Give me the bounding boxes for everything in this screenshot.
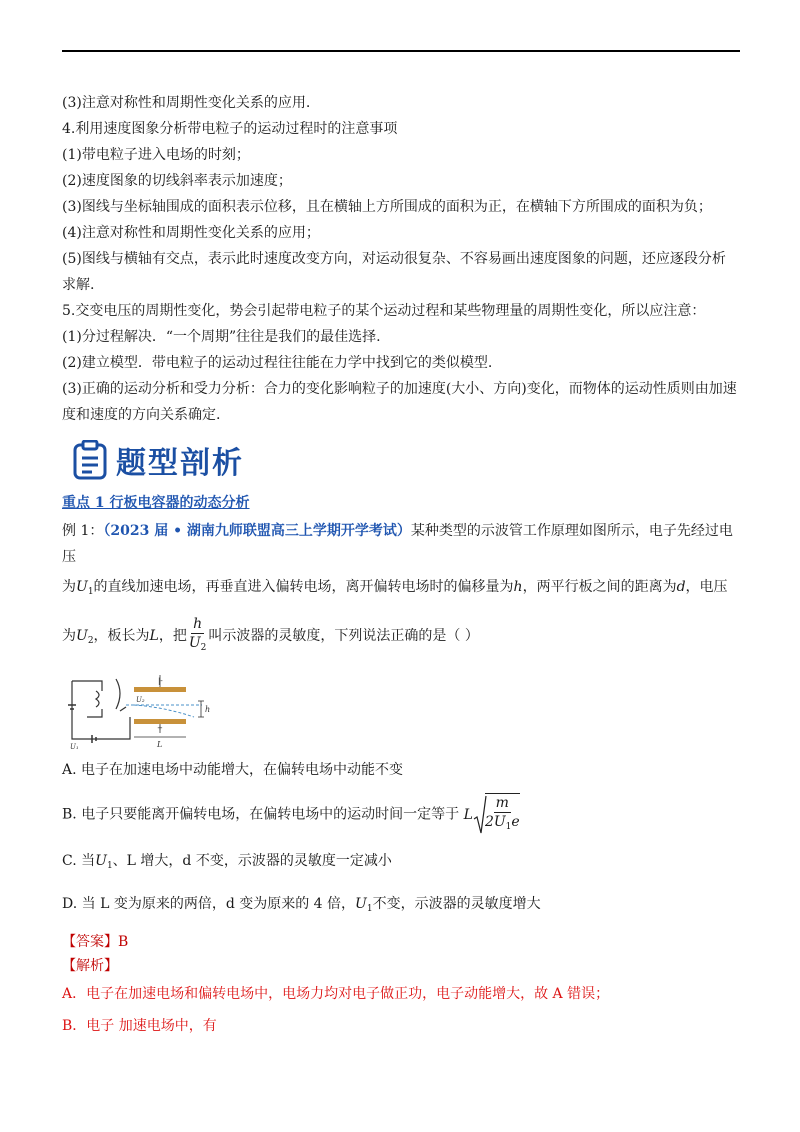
example-line-2: 为$U_1$的直线加速电场，再垂直进入偏转电场，离开偏转电场时的偏移量为h，两平行板之间的距离为d，电压 (62, 579, 728, 597)
option-a: A. 电子在加速电场中动能增大，在偏转电场中动能不变 (62, 762, 404, 778)
text-line: (5)图线与横轴有交点，表示此时速度改变方向，对运动很复杂、不容易画出速度图象的问题，还应逐段分析 (62, 251, 726, 267)
example-source: （2023 届 • 湖南九师联盟高三上学期开学考试） (103, 523, 411, 539)
oscilloscope-diagram (62, 671, 740, 751)
sensitivity-fraction: $\frac{h}{U_2}$ (188, 616, 207, 653)
svg-text:U₂: U₂ (136, 696, 145, 704)
option-d: D. 当 L 变为原来的两倍，d 变为原来的 4 倍，$U_1$不变，示波器的灵敏度增大 (62, 896, 541, 914)
option-c: C. 当$U_1$、L 增大，d 不变，示波器的灵敏度一定减小 (62, 853, 392, 871)
header-rule (62, 50, 740, 52)
example-line-3: 为$U_2$，板长为L，把 $\frac{h}{U_2}$ 叫示波器的灵敏度，下列说法正确的是（ ） (62, 615, 740, 661)
example-line-1: 例 1：（2023 届 • 湖南九师联盟高三上学期开学考试）某种类型的示波管工作原理如图所示，电子先经过电压 (62, 523, 733, 565)
section-header (72, 438, 740, 482)
svg-text:h: h (205, 705, 211, 714)
analysis-label: 【解析】 (62, 958, 118, 974)
svg-text:+: + (157, 724, 163, 732)
text-line: 度和速度的方向关系确定. (62, 407, 221, 423)
svg-text:|-: |- (158, 677, 163, 685)
option-b: B. 电子只要能离开偏转电场，在偏转电场中的运动时间一定等于 L $\frac{m}{2U_1e}$ (62, 793, 740, 836)
section-title: 题型剖析 (116, 446, 244, 481)
text-line: 5.交变电压的周期性变化，势会引起带电粒子的某个运动过程和某些物理量的周期性变化，所以应注意： (62, 303, 706, 319)
sqrt-expression: L $\frac{m}{2U_1e}$ (464, 793, 522, 836)
text-line: (2)建立模型．带电粒子的运动过程往往能在力学中找到它的类似模型. (62, 355, 493, 371)
analysis-a: A．电子在加速电场和偏转电场中，电场力均对电子做正功，电子动能增大，故 A 错误； (62, 986, 610, 1002)
document-page (62, 90, 740, 1038)
clipboard-icon (72, 440, 108, 480)
text-line: (4)注意对称性和周期性变化关系的应用； (62, 225, 320, 241)
text-line: (3)图线与坐标轴围成的面积表示位移，且在横轴上方所围成的面积为正，在横轴下方所围成的面积为负； (62, 199, 712, 215)
svg-text:L: L (157, 740, 163, 749)
svg-text:U₁: U₁ (70, 743, 79, 751)
text-line: (2)速度图象的切线斜率表示加速度； (62, 173, 292, 189)
text-line: (1)分过程解决．“一个周期”往往是我们的最佳选择. (62, 329, 381, 345)
focus-heading: 重点 1 行板电容器的动态分析 (62, 495, 250, 511)
text-line: (3)注意对称性和周期性变化关系的应用. (62, 95, 311, 111)
text-line: 4.利用速度图象分析带电粒子的运动过程时的注意事项 (62, 121, 398, 137)
analysis-b: B．电子 加速电场中，有 (62, 1018, 217, 1034)
answer-label: 【答案】B (62, 934, 129, 950)
text-line: 求解. (62, 277, 95, 293)
text-line: (1)带电粒子进入电场的时刻； (62, 147, 250, 163)
circuit-figure (62, 671, 222, 751)
text-line: (3)正确的运动分析和受力分析：合力的变化影响粒子的加速度(大小、方向)变化，而物体的运动性质则由加速 (62, 381, 737, 397)
